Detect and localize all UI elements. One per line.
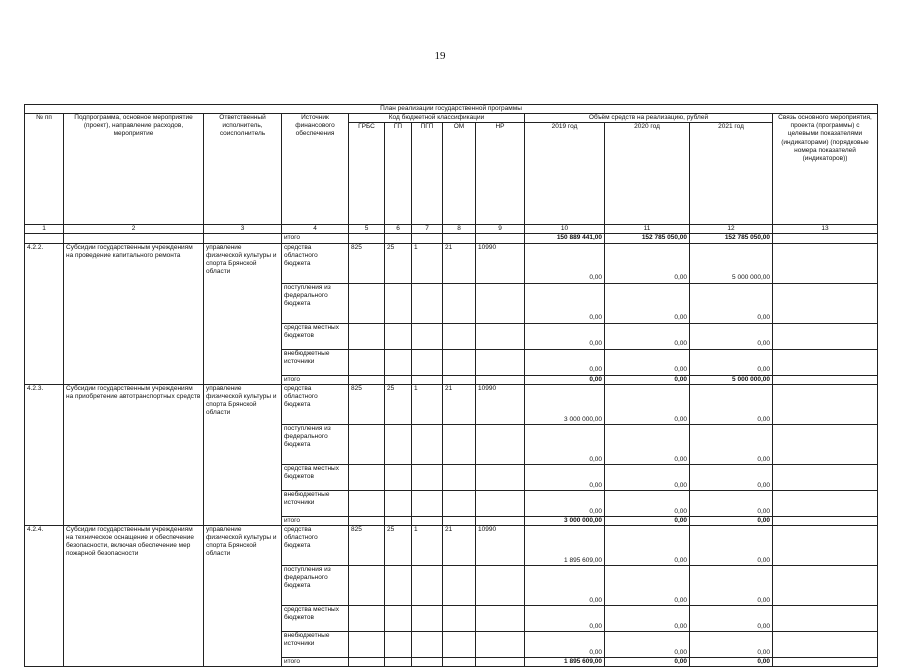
item-name: Субсидии государственным учреждениям на приобретение автотранспортных средств: [64, 384, 204, 525]
empty-cell: [412, 283, 443, 323]
item-number: 4.2.3.: [25, 384, 64, 525]
header-2019: 2019 год: [525, 123, 605, 225]
empty-cell: [349, 283, 385, 323]
column-number: 13: [773, 225, 878, 234]
empty-cell: [773, 375, 878, 384]
amount-2019: 0,00: [525, 349, 605, 375]
item-responsible: управление физической культуры и спорта Брянской области: [204, 384, 282, 525]
empty-cell: [385, 565, 412, 605]
amount-2020: 0,00: [605, 657, 690, 666]
empty-cell: [443, 234, 476, 243]
amount-2020: 0,00: [605, 605, 690, 631]
column-number: 10: [525, 225, 605, 234]
amount-2021: 0,00: [690, 424, 773, 464]
empty-cell: [443, 424, 476, 464]
amount-2021: 0,00: [690, 384, 773, 424]
code-nr: 10990: [476, 525, 525, 565]
amount-2021: 5 000 000,00: [690, 375, 773, 384]
empty-cell: [385, 424, 412, 464]
amount-2020: 0,00: [605, 384, 690, 424]
amount-2019: 0,00: [525, 243, 605, 283]
empty-cell: [443, 605, 476, 631]
amount-2021: 0,00: [690, 565, 773, 605]
empty-cell: [204, 234, 282, 243]
column-number: 11: [605, 225, 690, 234]
empty-cell: [412, 349, 443, 375]
empty-cell: [412, 605, 443, 631]
empty-cell: [773, 349, 878, 375]
amount-2019: 0,00: [525, 424, 605, 464]
code-pgp: 1: [412, 384, 443, 424]
amount-2021: 0,00: [690, 464, 773, 490]
amount-2020: 0,00: [605, 464, 690, 490]
empty-cell: [773, 424, 878, 464]
empty-cell: [349, 657, 385, 666]
empty-cell: [412, 490, 443, 516]
program-plan-table: [24, 104, 878, 667]
empty-cell: [25, 234, 64, 243]
amount-2021: 0,00: [690, 657, 773, 666]
header-grbs: ГРБС: [349, 123, 385, 225]
empty-cell: [476, 631, 525, 657]
empty-cell: [412, 631, 443, 657]
header-2020: 2020 год: [605, 123, 690, 225]
empty-cell: [349, 234, 385, 243]
empty-cell: [349, 631, 385, 657]
empty-cell: [385, 490, 412, 516]
amount-2019: 0,00: [525, 283, 605, 323]
amount-2021: 0,00: [690, 631, 773, 657]
empty-cell: [385, 323, 412, 349]
code-nr: 10990: [476, 243, 525, 283]
empty-cell: [773, 323, 878, 349]
funding-source: поступления из федерального бюджета: [282, 565, 349, 605]
empty-cell: [476, 323, 525, 349]
amount-2020: 0,00: [605, 516, 690, 525]
amount-2021: 0,00: [690, 323, 773, 349]
amount-2020: 0,00: [605, 525, 690, 565]
empty-cell: [385, 375, 412, 384]
amount-2021: 5 000 000,00: [690, 243, 773, 283]
amount-2020: 0,00: [605, 375, 690, 384]
item-name: Субсидии государственным учреждениям на проведение капитального ремонта: [64, 243, 204, 384]
funding-source: итого: [282, 375, 349, 384]
column-number: 4: [282, 225, 349, 234]
empty-cell: [349, 464, 385, 490]
column-number: 1: [25, 225, 64, 234]
empty-cell: [476, 490, 525, 516]
funding-source: средства областного бюджета: [282, 384, 349, 424]
empty-cell: [443, 657, 476, 666]
empty-cell: [412, 424, 443, 464]
empty-cell: [443, 565, 476, 605]
total-2020: 152 785 050,00: [605, 234, 690, 243]
code-pgp: 1: [412, 525, 443, 565]
column-number: 12: [690, 225, 773, 234]
empty-cell: [385, 464, 412, 490]
header-link: Связь основного мероприятия, проекта (программы) с целевыми показателями (индикаторами) (порядковые номера показателей (индикаторов)): [773, 114, 878, 225]
code-gp: 25: [385, 525, 412, 565]
amount-2019: 0,00: [525, 631, 605, 657]
column-number: 2: [64, 225, 204, 234]
code-nr: 10990: [476, 384, 525, 424]
code-grbs: 825: [349, 243, 385, 283]
column-number: 7: [412, 225, 443, 234]
empty-cell: [476, 375, 525, 384]
amount-2019: 1 895 609,00: [525, 657, 605, 666]
empty-cell: [349, 375, 385, 384]
empty-cell: [773, 657, 878, 666]
empty-cell: [773, 243, 878, 283]
funding-source: поступления из федерального бюджета: [282, 424, 349, 464]
amount-2019: 0,00: [525, 605, 605, 631]
empty-cell: [476, 349, 525, 375]
column-number: 3: [204, 225, 282, 234]
empty-cell: [773, 234, 878, 243]
amount-2019: 1 895 609,00: [525, 525, 605, 565]
empty-cell: [443, 323, 476, 349]
empty-cell: [443, 464, 476, 490]
item-number: 4.2.2.: [25, 243, 64, 384]
empty-cell: [773, 384, 878, 424]
amount-2020: 0,00: [605, 323, 690, 349]
header-volume: Объём средств на реализацию, рублей: [525, 114, 773, 123]
empty-cell: [443, 349, 476, 375]
code-pgp: 1: [412, 243, 443, 283]
amount-2021: 0,00: [690, 349, 773, 375]
empty-cell: [385, 605, 412, 631]
empty-cell: [385, 234, 412, 243]
header-responsible: Ответственный исполнитель, соисполнитель: [204, 114, 282, 225]
plan-title: План реализации государственной программы: [25, 105, 878, 114]
funding-source: средства областного бюджета: [282, 243, 349, 283]
empty-cell: [773, 565, 878, 605]
empty-cell: [64, 234, 204, 243]
empty-cell: [773, 516, 878, 525]
amount-2019: 3 000 000,00: [525, 384, 605, 424]
total-2019: 150 889 441,00: [525, 234, 605, 243]
empty-cell: [349, 490, 385, 516]
item-responsible: управление физической культуры и спорта Брянской области: [204, 243, 282, 384]
amount-2019: 0,00: [525, 565, 605, 605]
total-2021: 152 785 050,00: [690, 234, 773, 243]
page-number: 19: [434, 50, 446, 62]
funding-source: внебюджетные источники: [282, 349, 349, 375]
empty-cell: [773, 283, 878, 323]
funding-source: средства областного бюджета: [282, 525, 349, 565]
code-gp: 25: [385, 384, 412, 424]
empty-cell: [476, 464, 525, 490]
funding-source: средства местных бюджетов: [282, 605, 349, 631]
funding-source: внебюджетные источники: [282, 631, 349, 657]
empty-cell: [349, 605, 385, 631]
column-number: 5: [349, 225, 385, 234]
empty-cell: [443, 490, 476, 516]
empty-cell: [349, 424, 385, 464]
empty-cell: [412, 323, 443, 349]
empty-cell: [476, 283, 525, 323]
amount-2019: 0,00: [525, 464, 605, 490]
code-grbs: 825: [349, 525, 385, 565]
column-number: 6: [385, 225, 412, 234]
empty-cell: [773, 631, 878, 657]
header-no: № пп: [25, 114, 64, 225]
header-pgp: ПГП: [412, 123, 443, 225]
empty-cell: [385, 283, 412, 323]
funding-source: средства местных бюджетов: [282, 464, 349, 490]
empty-cell: [773, 605, 878, 631]
empty-cell: [476, 657, 525, 666]
item-number: 4.2.4.: [25, 525, 64, 666]
empty-cell: [349, 349, 385, 375]
empty-cell: [443, 516, 476, 525]
empty-cell: [443, 631, 476, 657]
empty-cell: [412, 464, 443, 490]
empty-cell: [476, 565, 525, 605]
empty-cell: [773, 464, 878, 490]
header-budget-code: Код бюджетной классификации: [349, 114, 525, 123]
empty-cell: [385, 631, 412, 657]
total-label: итого: [282, 234, 349, 243]
amount-2020: 0,00: [605, 283, 690, 323]
empty-cell: [385, 349, 412, 375]
amount-2020: 0,00: [605, 490, 690, 516]
empty-cell: [476, 424, 525, 464]
item-responsible: управление физической культуры и спорта Брянской области: [204, 525, 282, 666]
amount-2020: 0,00: [605, 631, 690, 657]
empty-cell: [476, 234, 525, 243]
amount-2021: 0,00: [690, 525, 773, 565]
amount-2020: 0,00: [605, 243, 690, 283]
amount-2020: 0,00: [605, 349, 690, 375]
amount-2021: 0,00: [690, 605, 773, 631]
empty-cell: [476, 605, 525, 631]
amount-2021: 0,00: [690, 490, 773, 516]
amount-2020: 0,00: [605, 424, 690, 464]
code-grbs: 825: [349, 384, 385, 424]
amount-2019: 0,00: [525, 323, 605, 349]
empty-cell: [412, 234, 443, 243]
funding-source: внебюджетные источники: [282, 490, 349, 516]
amount-2019: 0,00: [525, 490, 605, 516]
amount-2019: 0,00: [525, 375, 605, 384]
empty-cell: [773, 525, 878, 565]
column-number: 8: [443, 225, 476, 234]
code-om: 21: [443, 243, 476, 283]
empty-cell: [443, 283, 476, 323]
funding-source: итого: [282, 516, 349, 525]
empty-cell: [412, 565, 443, 605]
funding-source: средства местных бюджетов: [282, 323, 349, 349]
empty-cell: [773, 490, 878, 516]
column-number: 9: [476, 225, 525, 234]
amount-2021: 0,00: [690, 283, 773, 323]
funding-source: поступления из федерального бюджета: [282, 283, 349, 323]
code-om: 21: [443, 384, 476, 424]
empty-cell: [349, 565, 385, 605]
empty-cell: [412, 657, 443, 666]
item-name: Субсидии государственным учреждениям на техническое оснащение и обеспечение безопасности, включая обеспечение мер пожарной безопасности: [64, 525, 204, 666]
code-gp: 25: [385, 243, 412, 283]
header-gp: ГП: [385, 123, 412, 225]
empty-cell: [476, 516, 525, 525]
empty-cell: [412, 516, 443, 525]
header-om: ОМ: [443, 123, 476, 225]
empty-cell: [349, 516, 385, 525]
amount-2020: 0,00: [605, 565, 690, 605]
code-om: 21: [443, 525, 476, 565]
empty-cell: [349, 323, 385, 349]
funding-source: итого: [282, 657, 349, 666]
header-2021: 2021 год: [690, 123, 773, 225]
empty-cell: [443, 375, 476, 384]
header-source: Источник финансового обеспечения: [282, 114, 349, 225]
empty-cell: [412, 375, 443, 384]
header-nr: НР: [476, 123, 525, 225]
header-name: Подпрограмма, основное мероприятие (проект), направление расходов, мероприятие: [64, 114, 204, 225]
amount-2021: 0,00: [690, 516, 773, 525]
empty-cell: [385, 516, 412, 525]
empty-cell: [385, 657, 412, 666]
amount-2019: 3 000 000,00: [525, 516, 605, 525]
